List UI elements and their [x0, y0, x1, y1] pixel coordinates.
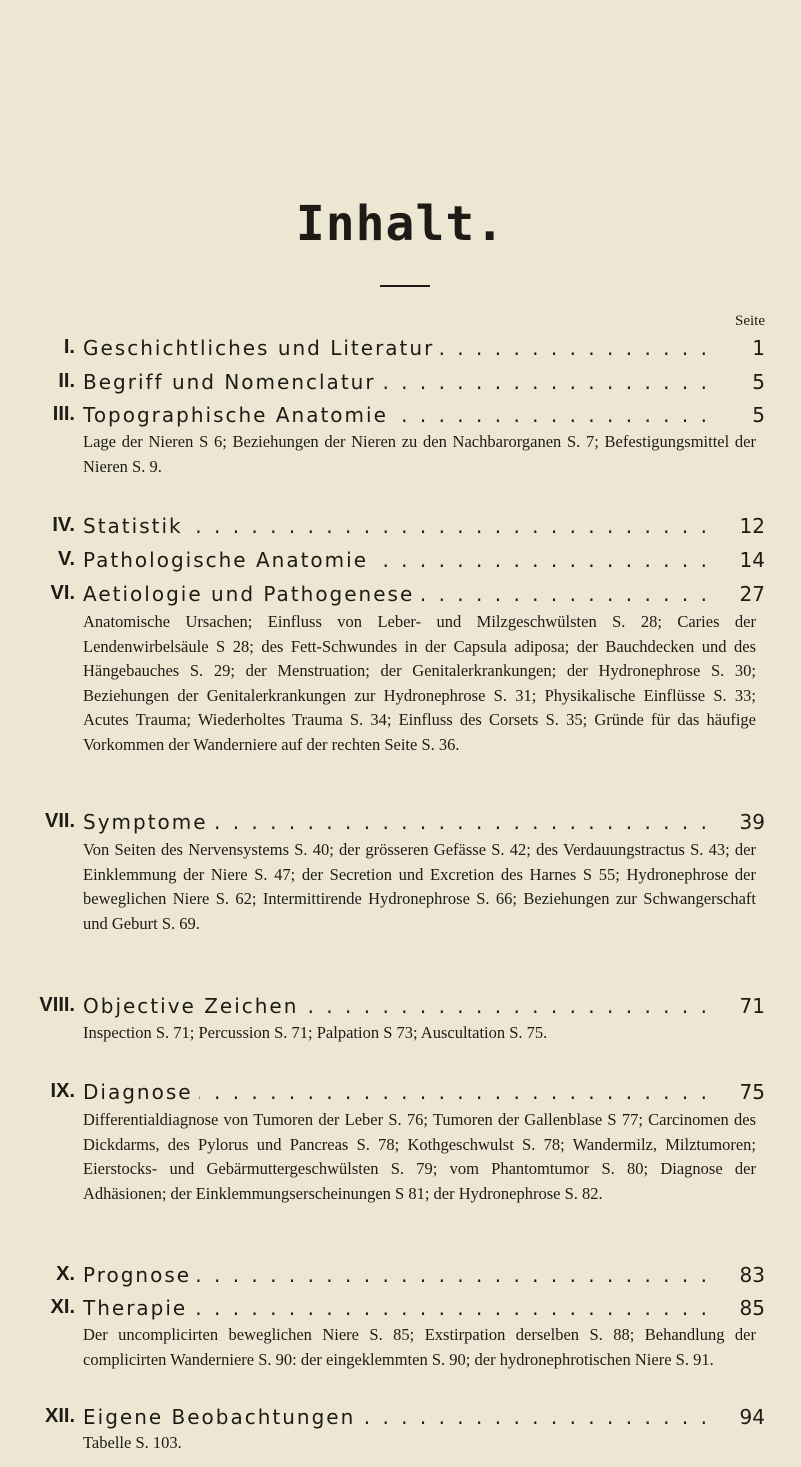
entry-page: 1 [752, 336, 765, 360]
entry-heading: Geschichtliches und Literatur . . . [83, 336, 713, 360]
entry-heading: Statistik . . . [83, 514, 713, 538]
entry-heading: Objective Zeichen . . . [83, 994, 713, 1018]
entry-heading: Eigene Beobachtungen . . . [83, 1405, 713, 1429]
entry-subtopics: Von Seiten des Nervensystems S. 40; der grösseren Gefässe S. 42; des Verdauungstractus S. 43; der Einklemmung der Niere S. 47; der Secretion und Excretion des Harnes S 55; Hydronephrose der beweglichen Niere S. 62; Intermittirende Hydronephrose S. 66; Beziehungen zur Schwangerschaft und Geburt S. 69. [83, 840, 756, 933]
entry-heading: Begriff und Nomenclatur . . . [83, 370, 713, 394]
entry-subtopics: Anatomische Ursachen; Einfluss von Leber- und Milzgeschwülsten S. 28; Caries der Lendenwirbelsäule S 28; des Fett-Schwundes in der Capsula adiposa; der Bauchdecken und des Hängebauches S. 29; der Menstruation; der Genitalerkrankungen; der Hydronephrose S. 30; Beziehungen der Genitalerkrankungen zur Hydronephrose S. 31; Physikalische Einflüsse S. 33; Acutes Trauma; Wiederholtes Trauma S. 34; Einfluss des Corsets S. 35; Gründe für das häufige Vorkommen der Wanderniere auf der rechten Seite S. 36. [83, 612, 756, 754]
entry-page: 14 [739, 548, 765, 572]
entry-subtopics: Inspection S. 71; Percussion S. 71; Palpation S 73; Auscultation S. 75. [83, 1023, 548, 1042]
entry-page: 83 [739, 1263, 765, 1287]
entry-subtopics: Lage der Nieren S 6; Beziehungen der Nieren zu den Nachbarorganen S. 7; Befestigungsmittel der Nieren S. 9. [83, 432, 756, 476]
entry-number: V. [57, 548, 75, 570]
entry-heading: Prognose . . . [83, 1263, 713, 1287]
entry-number: I. [63, 336, 75, 358]
page-column-label: Seite [735, 313, 765, 329]
entry-number: XI. [50, 1296, 75, 1318]
entry-subtopics: Der uncomplicirten beweglichen Niere S. 85; Exstirpation derselben S. 88; Behandlung der complicirten Wanderniere S. 90: der eingeklemmten S. 90; der hydronephrotischen Niere S. 91. [83, 1325, 756, 1369]
entry-heading: Aetiologie und Pathogenese . . . [83, 582, 713, 606]
entry-heading: Therapie . . . [83, 1296, 713, 1320]
entry-heading: Diagnose . . . [83, 1080, 713, 1104]
entry-page: 12 [739, 514, 765, 538]
entry-page: 71 [739, 994, 765, 1018]
entry-page: 85 [739, 1296, 765, 1320]
entry-page: 5 [752, 370, 765, 394]
entry-number: IX. [50, 1080, 75, 1102]
entry-page: 39 [739, 810, 765, 834]
entry-heading: Topographische Anatomie . . . [83, 403, 713, 427]
entry-number: IV. [52, 514, 75, 536]
entry-number: VIII. [39, 994, 75, 1016]
entry-number: III. [52, 403, 75, 425]
entry-number: II. [58, 370, 75, 392]
page-title: Inhalt. [295, 196, 506, 252]
entry-number: XII. [44, 1405, 75, 1427]
title-rule [380, 285, 430, 287]
entry-number: VII. [44, 810, 75, 832]
entry-page: 5 [752, 403, 765, 427]
entry-number: X. [56, 1263, 75, 1285]
entry-page: 94 [739, 1405, 765, 1429]
entry-heading: Pathologische Anatomie . . . [83, 548, 713, 572]
entry-number: VI. [50, 582, 75, 604]
entry-page: 27 [739, 582, 765, 606]
entry-subtopics: Differentialdiagnose von Tumoren der Leber S. 76; Tumoren der Gallenblase S 77; Carcinomen des Dickdarms, des Pylorus und Pancreas S. 78; Kothgeschwulst S. 78; Wandermilz, Milztumoren; Eierstocks- und Gebärmuttergeschwülsten S. 79; vom Phantomtumor S. 80; Diagnose der Adhäsionen; der Einklemmungserscheinungen S 81; der Hydronephrose S. 82. [83, 1110, 756, 1203]
entry-page: 75 [739, 1080, 765, 1104]
entry-subtopics: Tabelle S. 103. [83, 1433, 182, 1452]
entry-heading: Symptome . . . [83, 810, 713, 834]
